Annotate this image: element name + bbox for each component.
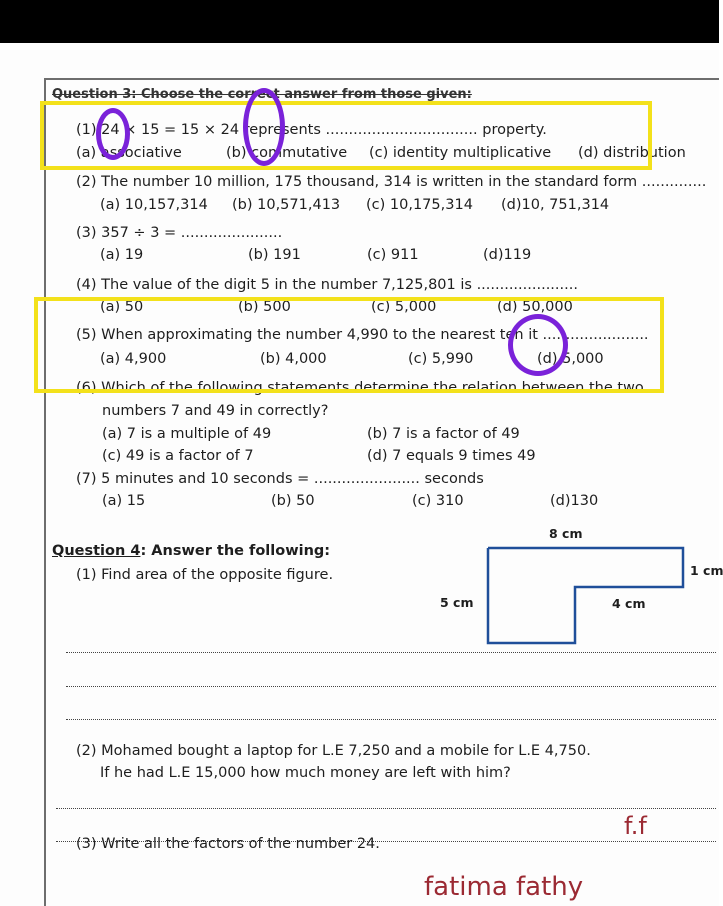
q6-option-a: (a) 7 is a multiple of 49 bbox=[102, 426, 272, 442]
q1-option-a: (a) associative bbox=[76, 145, 182, 161]
q2-option-d: (d)10, 751,314 bbox=[501, 197, 610, 213]
highlight-box-q5 bbox=[34, 297, 664, 393]
q5-stem: (5) When approximating the number 4,990 to the nearest ten it ....................... bbox=[76, 327, 649, 343]
q1-option-b: (b) commutative bbox=[226, 145, 348, 161]
q6-option-c: (c) 49 is a factor of 7 bbox=[102, 448, 254, 464]
q2-option-a: (a) 10,157,314 bbox=[100, 197, 208, 213]
q6-option-d: (d) 7 equals 9 times 49 bbox=[367, 448, 536, 464]
q4-stem: (4) The value of the digit 5 in the number 7,125,801 is ...................... bbox=[76, 277, 578, 293]
signature-name: fatima fathy bbox=[424, 872, 584, 902]
page-frame-left bbox=[44, 78, 46, 906]
figure-label-right: 1 cm bbox=[690, 563, 723, 578]
q2-stem: (2) The number 10 million, 175 thousand, 314 is written in the standard form .............. bbox=[76, 174, 707, 190]
figure-label-left: 5 cm bbox=[440, 595, 474, 610]
q1-option-d: (d) distribution bbox=[578, 145, 686, 161]
q5-option-d: (d) 5,000 bbox=[537, 351, 604, 367]
q7-stem: (7) 5 minutes and 10 seconds = ....................... seconds bbox=[76, 471, 484, 487]
figure-label-inner: 4 cm bbox=[612, 596, 646, 611]
q2-option-c: (c) 10,175,314 bbox=[366, 197, 473, 213]
circle-mark-commutative bbox=[243, 88, 285, 166]
l-shape-figure bbox=[480, 540, 690, 650]
q5-option-c: (c) 5,990 bbox=[408, 351, 474, 367]
q4-part2-line1: (2) Mohamed bought a laptop for L.E 7,250 and a mobile for L.E 4,750. bbox=[76, 743, 591, 759]
q4-part2-line2: If he had L.E 15,000 how much money are left with him? bbox=[100, 765, 511, 781]
page-frame-top bbox=[44, 78, 719, 80]
q6-stem-line2: numbers 7 and 49 in correctly? bbox=[102, 403, 329, 419]
answer-line bbox=[66, 719, 716, 720]
answer-line bbox=[66, 686, 716, 687]
q4-part1: (1) Find area of the opposite figure. bbox=[76, 567, 334, 583]
q5-option-b: (b) 4,000 bbox=[260, 351, 327, 367]
q7-option-b: (b) 50 bbox=[271, 493, 315, 509]
answer-line bbox=[56, 808, 716, 809]
q2-option-b: (b) 10,571,413 bbox=[232, 197, 341, 213]
highlight-box-q1 bbox=[40, 101, 652, 170]
q5-option-a: (a) 4,900 bbox=[100, 351, 167, 367]
q3-option-c: (c) 911 bbox=[367, 247, 419, 263]
q1-stem: (1) 24 × 15 = 15 × 24 represents ................................. property. bbox=[76, 122, 547, 138]
figure-label-top: 8 cm bbox=[549, 526, 583, 541]
q3-stem: (3) 357 ÷ 3 = ...................... bbox=[76, 225, 283, 241]
q4-option-c: (c) 5,000 bbox=[371, 299, 437, 315]
q3-option-d: (d)119 bbox=[483, 247, 532, 263]
signature-initials: f.f bbox=[624, 812, 647, 840]
q6-stem: (6) Which of the following statements determine the relation between the two bbox=[76, 380, 644, 396]
answer-line bbox=[66, 652, 716, 653]
q4-part3: (3) Write all the factors of the number 24. bbox=[76, 836, 380, 852]
q6-option-b: (b) 7 is a factor of 49 bbox=[367, 426, 520, 442]
question-4-heading: Question 4: Answer the following: bbox=[52, 543, 331, 559]
q7-option-a: (a) 15 bbox=[102, 493, 146, 509]
q4-option-b: (b) 500 bbox=[238, 299, 291, 315]
q7-option-c: (c) 310 bbox=[412, 493, 464, 509]
circle-mark-24 bbox=[96, 108, 130, 160]
q1-option-c: (c) identity multiplicative bbox=[369, 145, 552, 161]
question-3-heading: Question 3: Choose the correct answer from those given: bbox=[52, 87, 472, 102]
q3-option-a: (a) 19 bbox=[100, 247, 144, 263]
q7-option-d: (d)130 bbox=[550, 493, 599, 509]
top-black-bar bbox=[0, 0, 719, 43]
q4-option-d: (d) 50,000 bbox=[497, 299, 573, 315]
q4-option-a: (a) 50 bbox=[100, 299, 144, 315]
q3-option-b: (b) 191 bbox=[248, 247, 301, 263]
circle-mark-nearest-ten bbox=[508, 314, 568, 376]
